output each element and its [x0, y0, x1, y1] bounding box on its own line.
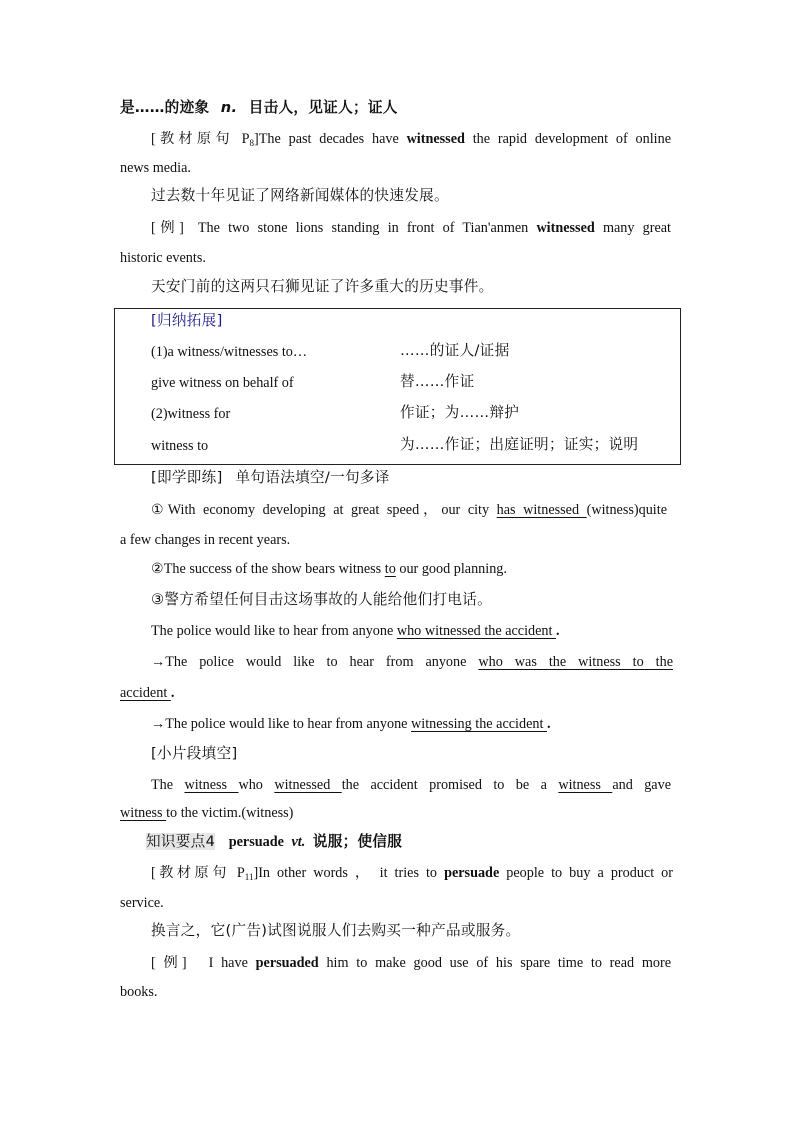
point-pos: vt.	[291, 834, 306, 850]
textbook-page: 8	[249, 138, 254, 148]
keyword: witnessed	[406, 131, 465, 147]
answer-blank: witnessed	[274, 777, 342, 793]
example-line: [例] The two stone lions standing in front of Tian'anmen witnessed many great	[151, 220, 671, 236]
fragment-cont: witness to the victim.(witness)	[120, 805, 294, 821]
point-word: persuade	[228, 834, 284, 850]
answer-blank: witness	[558, 777, 613, 793]
fragment-line: The witness who witnessed the accident promised to be a witness and gave	[151, 777, 671, 793]
keyword: persuade	[444, 865, 500, 881]
answer-blank: who witnessed the accident	[396, 623, 557, 639]
example-cont: books.	[120, 984, 158, 1000]
box-row-en: (1)a witness/witnesses to…	[151, 344, 308, 360]
example-cont: historic events.	[120, 250, 206, 266]
textbook-sentence-cont: service.	[120, 895, 164, 911]
answer-blank: who was the witness to the	[478, 654, 673, 670]
textbook-sentence-line: [教材原句 $P_8]The$ past decades have witnessed the rapid development of online	[151, 131, 671, 148]
textbook-tag: [教材原句 P	[151, 131, 250, 147]
box-row-cn: 替……作证	[400, 373, 475, 390]
point-label: 知识要点4	[146, 833, 216, 850]
box-row-cn: 作证；为……辩护	[400, 404, 520, 421]
definition-head: 是……的迹象	[120, 99, 210, 116]
box-row-en: (2)witness for	[151, 406, 231, 422]
practice-heading	[151, 468, 390, 488]
box-row-cn: 为……作证；出庭证明；证实；说明	[400, 436, 639, 453]
textbook-tag: [教材原句 P	[151, 865, 245, 881]
answer-blank: accident	[120, 685, 171, 701]
box-row-cn: ……的证人/证据	[400, 342, 510, 359]
question-1: ①With economy developing at great speed，our city has witnessed (witness)quite	[151, 502, 667, 518]
answer-blank: has witnessed	[496, 502, 587, 518]
textbook-sentence-line: [教材原句 $P_{11}]In$ other words ， it tries to persuade people to buy a product or	[151, 865, 673, 882]
point-meaning: 说服；使信服	[312, 833, 403, 850]
translation-2-cont: accident .	[120, 685, 175, 701]
textbook-page: 11	[244, 872, 254, 882]
practice-subtitle: 单句语法填空/一句多译	[235, 469, 390, 486]
example-tag: [例]	[151, 220, 184, 236]
practice-tag: [即学即练]	[151, 469, 223, 486]
definition-meaning: 目击人，见证人；证人	[248, 99, 398, 116]
textbook-translation: 换言之，它(广告)试图说服人们去购买一种产品或服务。	[151, 922, 521, 939]
box-title: [归纳拓展]	[151, 312, 223, 329]
question-2: ②The success of the show bears witness to our good planning.	[151, 561, 507, 577]
box-row-en: give witness on behalf of	[151, 375, 294, 391]
knowledge-point-heading	[146, 832, 402, 852]
answer-blank: witness	[120, 805, 167, 821]
textbook-sentence-cont: news media.	[120, 160, 191, 176]
translation-3: →The police would like to hear from anyone witnessing the accident .	[151, 716, 551, 732]
part-of-speech: n.	[220, 99, 238, 116]
question-1-cont: a few changes in recent years.	[120, 532, 291, 548]
question-3: ③警方希望任何目击这场事故的人能给他们打电话。	[151, 591, 493, 608]
example-line: [ 例] I have persuaded him to make good use of his spare time to read more	[151, 955, 671, 971]
keyword: witnessed	[536, 220, 595, 236]
example-translation: 天安门前的这两只石狮见证了许多重大的历史事件。	[151, 278, 494, 295]
answer-blank: to	[384, 561, 396, 577]
example-tag: [ 例]	[151, 955, 187, 971]
box-row-en: witness to	[151, 438, 209, 454]
answer-blank: witnessing the accident	[411, 716, 547, 732]
fragment-heading: [小片段填空]	[151, 745, 238, 762]
definition-line	[120, 98, 398, 118]
textbook-translation: 过去数十年见证了网络新闻媒体的快速发展。	[151, 187, 449, 204]
keyword: persuaded	[255, 955, 319, 971]
answer-blank: witness	[184, 777, 239, 793]
translation-2: →The police would like to hear from anyone who was the witness to the	[151, 654, 673, 670]
translation-1: The police would like to hear from anyone who witnessed the accident .	[151, 623, 560, 639]
